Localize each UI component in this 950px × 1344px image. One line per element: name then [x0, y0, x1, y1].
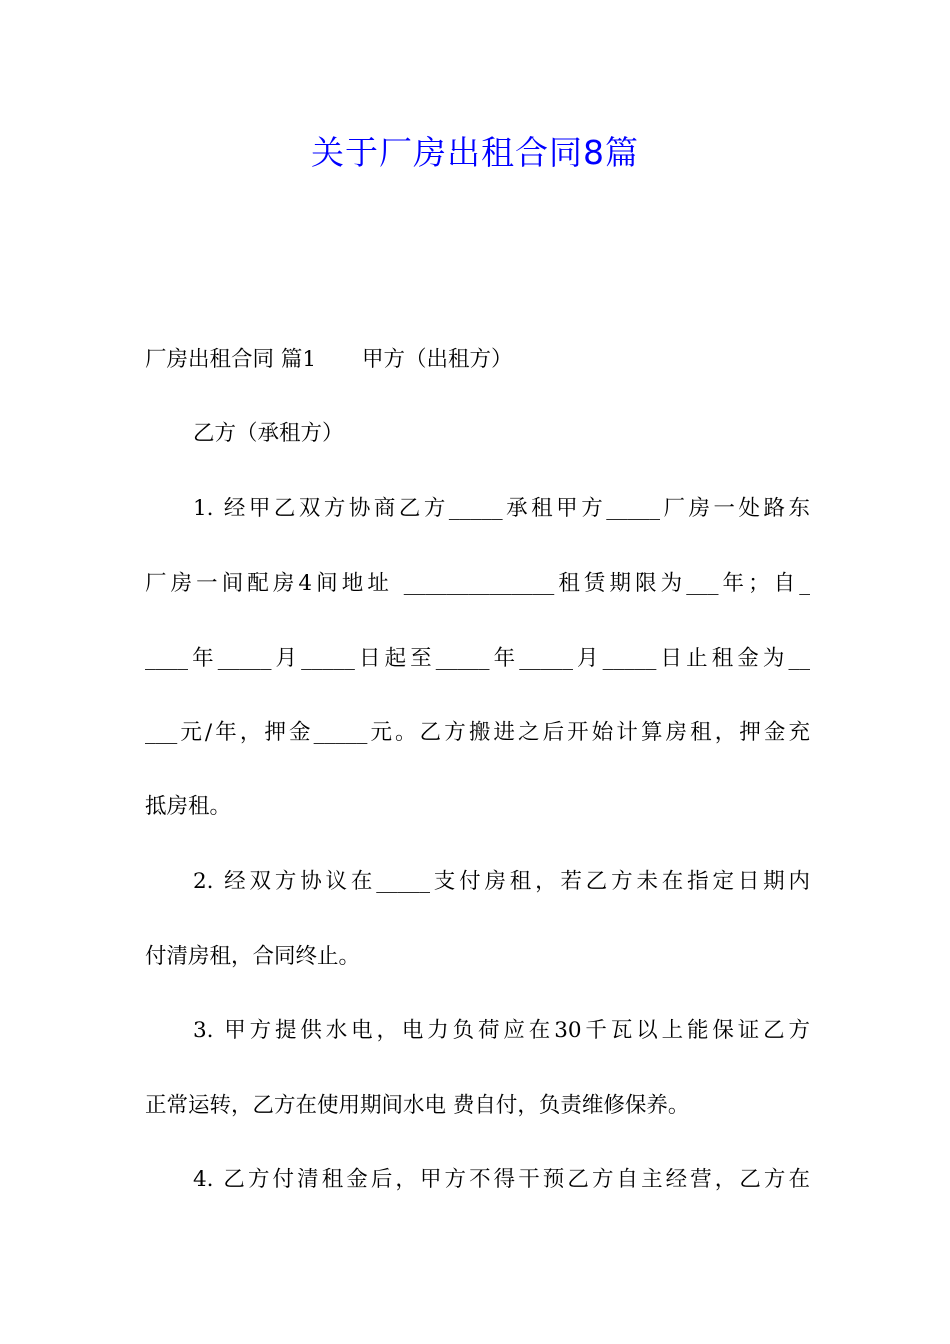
clause-1-line-4: ___元/年，押金_____元。乙方搬进之后开始计算房租，押金充 — [145, 720, 810, 745]
clause-1-line-2: 厂房一间配房4间地址 ______________租赁期限为___年；自_ — [145, 571, 810, 596]
party-a-label: 甲方（出租方） — [362, 347, 513, 372]
document-title: 关于厂房出租合同8篇 — [311, 133, 639, 172]
contract-heading: 厂房出租合同 篇1 — [145, 347, 317, 372]
clause-3-line-2: 正常运转，乙方在使用期间水电 费自付，负责维修保养。 — [145, 1093, 690, 1118]
clause-1-line-5: 抵房租。 — [145, 794, 232, 819]
contract-heading-line — [145, 340, 810, 380]
clause-2-line-1: 2. 经双方协议在_____支付房租，若乙方未在指定日期内 — [193, 869, 810, 894]
clause-2-line-2: 付清房租，合同终止。 — [145, 944, 361, 969]
clause-1-line-3: ____年_____月_____日起至_____年_____月_____日止租金为__ — [145, 646, 810, 671]
clause-4-line-1: 4. 乙方付清租金后，甲方不得干预乙方自主经营，乙方在 — [193, 1167, 810, 1192]
party-b-label: 乙方（承租方） — [193, 421, 344, 446]
clause-3-line-1: 3. 甲方提供水电，电力负荷应在30千瓦以上能保证乙方 — [193, 1018, 810, 1043]
clause-1-line-1: 1. 经甲乙双方协商乙方_____承租甲方_____厂房一处路东 — [193, 496, 810, 521]
